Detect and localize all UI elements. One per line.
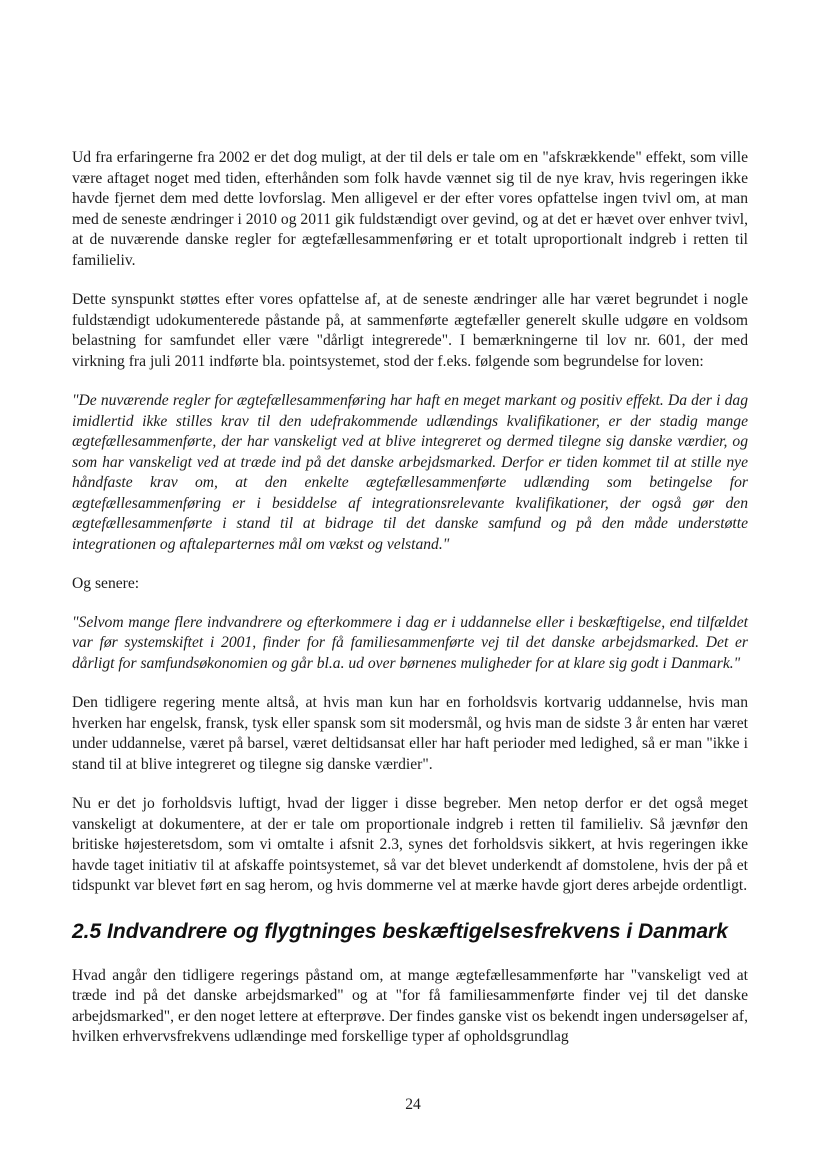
paragraph-employment-frequency: Hvad angår den tidligere regerings påstand om, at mange ægtefællesammenførte har "vanskeligt ved at træde ind på det danske arbejdsmarked" og at "for få familiesammenførte finder vej til det danske arbejdsmarked", er den noget lettere at efterprøve. Der findes ganske vist os bekendt ingen undersøgelser af, hvilken erhvervsfrekvens udlændinge med forskellige typer af opholdsgrundlag [72,966,748,1045]
quote-law-remarks: "De nuværende regler for ægtefællesammenføring har haft en meget markant og positiv effekt. Da der i dag imidlertid ikke stilles krav til den udefrakommende udlændings kvalifikationer, er der stadig mange ægtefællesammenførte, der har vanskeligt ved at blive integreret og dermed tilegne sig danske værdier, og som har vanskeligt ved at træde ind på det danske arbejdsmarked. Derfor er tiden kommet til at stille nye håndfaste krav om, at den enkelte ægtefællesammenførte udlænding som betingelse for ægtefællesammenføring er i besiddelse af integrationsrelevante kvalifikationer, der også gør den ægtefællesammenførte i stand til at bidrage til det danske samfund og på den måde understøtte integrationen og aftaleparternes mål om vækst og velstand." [72,392,748,553]
paragraph-deterrent-effect: Ud fra erfaringerne fra 2002 er det dog muligt, at der til dels er tale om en "afskrækkende" effekt, som ville være aftaget noget med tiden, efterhånden som folk havde vænnet sig til de nye krav, hvis regeringen ikke havde fjernet dem med dette lovforslag. Men alligevel er der efter vores opfattelse ingen tvivl om, at man med de seneste ændringer i 2010 og 2011 gik fuldstændigt over gevind, og at det er hævet over enhver tvivl, at de nuværende danske regler for ægtefællesammenføring er et totalt uproportionalt indgreb i retten til familieliv. [72,149,748,269]
page-body [72,148,748,1067]
paragraph-unfounded-claims: Dette synspunkt støttes efter vores opfattelse af, at de seneste ændringer alle har været begrundet i nogle fuldstændigt udokumenterede påstande på, at sammenførte ægtefæller generelt skulle udgøre en voldsom belastning for samfundet eller være "dårligt integrerede". I bemærkningerne til lov nr. 601, der med virkning fra juli 2011 indførte bla. pointsystemet, stod der f.eks. følgende som begrundelse for loven: [72,291,748,370]
paragraph-british-ruling: Nu er det jo forholdsvis luftigt, hvad der ligger i disse begreber. Men netop derfor er det også meget vanskeligt at dokumentere, at der er tale om proportionale indgreb i retten til familieliv. Så jævnfør den britiske højesteretsdom, som vi omtalte i afsnit 2.3, synes det forholdsvis sikkert, at hvis regeringen ikke havde taget initiativ til at afskaffe pointsystemet, så var det blevet underkendt af domstolene, hvis der på et tidspunkt var blevet ført en sag herom, og hvis dommerne vel at mærke havde gjort deres arbejde ordentligt. [72,795,748,894]
paragraph-and-later: Og senere: [72,575,140,592]
page-number: 24 [405,1096,421,1113]
section-heading: 2.5 Indvandrere og flygtninges beskæftigelsesfrekvens i Danmark [72,919,728,943]
paragraph-former-government: Den tidligere regering mente altså, at hvis man kun har en forholdsvis kortvarig uddannelse, hvis man hverken har engelsk, fransk, tysk eller spansk som sit modersmål, og hvis man de sidste 3 år enten har været under uddannelse, været på barsel, været deltidsansat eller har haft perioder med ledighed, så er man "ikke i stand til at blive integreret og tilegne sig danske værdier". [72,694,748,773]
quote-labour-market: "Selvom mange flere indvandrere og efterkommere i dag er i uddannelse eller i beskæftigelse, end tilfældet var før systemskiftet i 2001, finder for få familiesammenførte vej til det danske arbejdsmarked. Det er dårligt for samfundsøkonomien og går bl.a. ud over børnenes muligheder for at klare sig godt i Danmark." [72,613,748,672]
